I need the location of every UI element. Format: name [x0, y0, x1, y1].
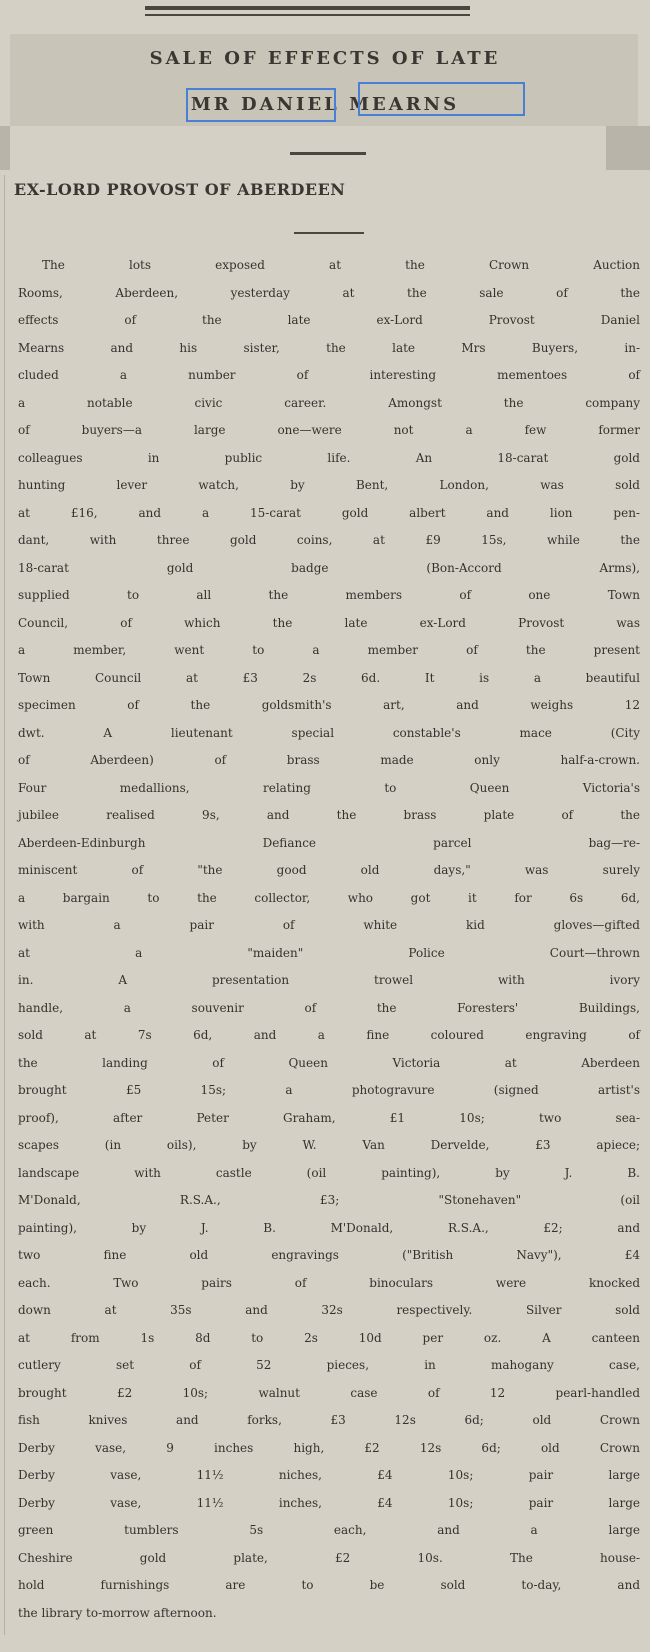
- article-line: Four medallions, relating to Queen Victoria's: [18, 780, 640, 795]
- article-line: each. Two pairs of binoculars were knocked: [18, 1275, 640, 1290]
- article-line: 18-carat gold badge (Bon-Accord Arms),: [18, 560, 640, 575]
- article-line: of Aberdeen) of brass made only half-a-crown.: [18, 753, 640, 767]
- article-line: at £16, and a 15-carat gold albert and lion pen-: [18, 505, 640, 520]
- highlight-box-mearns: [358, 82, 525, 116]
- article-line: painting), by J. B. M'Donald, R.S.A., £2; and: [18, 1220, 640, 1235]
- top-rule: [145, 6, 470, 10]
- article-line: in. A presentation trowel with ivory: [18, 973, 640, 987]
- article-line: sold at 7s 6d, and a fine coloured engraving of: [18, 1028, 640, 1042]
- article-line: cutlery set of 52 pieces, in mahogany case,: [18, 1358, 640, 1372]
- article-line: scapes (in oils), by W. Van Dervelde, £3 apiece;: [18, 1138, 640, 1152]
- headline-line-2: MR DANIEL MEARNS: [190, 94, 460, 115]
- article-line: Derby vase, 9 inches high, £2 12s 6d; old Crown: [18, 1440, 640, 1455]
- article-line: dant, with three gold coins, at £9 15s, while the: [18, 533, 640, 547]
- article-line: a notable civic career. Amongst the company: [18, 395, 640, 410]
- article-line: jubilee realised 9s, and the brass plate of the: [18, 808, 640, 822]
- article-line: Cheshire gold plate, £2 10s. The house-: [18, 1550, 640, 1565]
- subheadline: EX-LORD PROVOST OF ABERDEEN: [14, 180, 346, 199]
- headline-line-1: SALE OF EFFECTS OF LATE: [149, 48, 501, 69]
- article-line: brought £5 15s; a photogravure (signed artist's: [18, 1083, 640, 1097]
- article-line: hunting lever watch, by Bent, London, was sold: [18, 478, 640, 492]
- side-strip-left: [0, 126, 10, 170]
- article-line: Derby vase, 11½ inches, £4 10s; pair large: [18, 1495, 640, 1510]
- article-line: cluded a number of interesting mementoes of: [18, 368, 640, 382]
- article-line: brought £2 10s; walnut case of 12 pearl-handled: [18, 1385, 640, 1400]
- side-strip-right: [606, 126, 650, 170]
- article-line: at from 1s 8d to 2s 10d per oz. A canteen: [18, 1330, 640, 1345]
- article-line: of buyers—a large one—were not a few former: [18, 423, 640, 437]
- article-line: effects of the late ex-Lord Provost Daniel: [18, 313, 640, 327]
- top-rule-thin: [145, 14, 470, 16]
- article-line: Town Council at £3 2s 6d. It is a beautiful: [18, 670, 640, 685]
- subheadline-rule: [294, 232, 364, 234]
- article-line: Derby vase, 11½ niches, £4 10s; pair large: [18, 1468, 640, 1482]
- article-line: fish knives and forks, £3 12s 6d; old Crown: [18, 1413, 640, 1427]
- article-line: two fine old engravings ("British Navy"), £4: [18, 1248, 640, 1262]
- article-line: supplied to all the members of one Town: [18, 588, 640, 602]
- article-line: at a "maiden" Police Court—thrown: [18, 945, 640, 960]
- article-line: down at 35s and 32s respectively. Silver sold: [18, 1303, 640, 1317]
- article-line: a bargain to the collector, who got it for 6s 6d,: [18, 890, 640, 905]
- article-line: Mearns and his sister, the late Mrs Buyers, in-: [18, 340, 640, 355]
- section-rule: [290, 152, 366, 155]
- article-line: Council, of which the late ex-Lord Provost was: [18, 615, 640, 630]
- article-line: hold furnishings are to be sold to-day, and: [18, 1578, 640, 1592]
- article-line: dwt. A lieutenant special constable's mace (City: [18, 725, 640, 740]
- article-line: colleagues in public life. An 18-carat gold: [18, 450, 640, 465]
- column-margin-line: [4, 175, 5, 1635]
- article-line: specimen of the goldsmith's art, and weighs 12: [18, 698, 640, 712]
- article-line: The lots exposed at the Crown Auction: [42, 258, 640, 272]
- article-line: landscape with castle (oil painting), by J. B.: [18, 1165, 640, 1180]
- article-line: proof), after Peter Graham, £1 10s; two sea-: [18, 1110, 640, 1125]
- article-body: [18, 252, 640, 1627]
- article-line: the library to-morrow afternoon.: [18, 1605, 217, 1620]
- article-line: handle, a souvenir of the Foresters' Buildings,: [18, 1000, 640, 1015]
- article-line: green tumblers 5s each, and a large: [18, 1523, 640, 1537]
- article-line: the landing of Queen Victoria at Aberdeen: [18, 1055, 640, 1070]
- article-line: Aberdeen-Edinburgh Defiance parcel bag—re-: [18, 835, 640, 850]
- article-line: Rooms, Aberdeen, yesterday at the sale of the: [18, 285, 640, 300]
- highlight-box-daniel: [186, 88, 336, 122]
- article-line: M'Donald, R.S.A., £3; "Stonehaven" (oil: [18, 1193, 640, 1207]
- article-line: a member, went to a member of the present: [18, 643, 640, 657]
- article-line: with a pair of white kid gloves—gifted: [18, 918, 640, 932]
- article-line: miniscent of "the good old days," was surely: [18, 863, 640, 877]
